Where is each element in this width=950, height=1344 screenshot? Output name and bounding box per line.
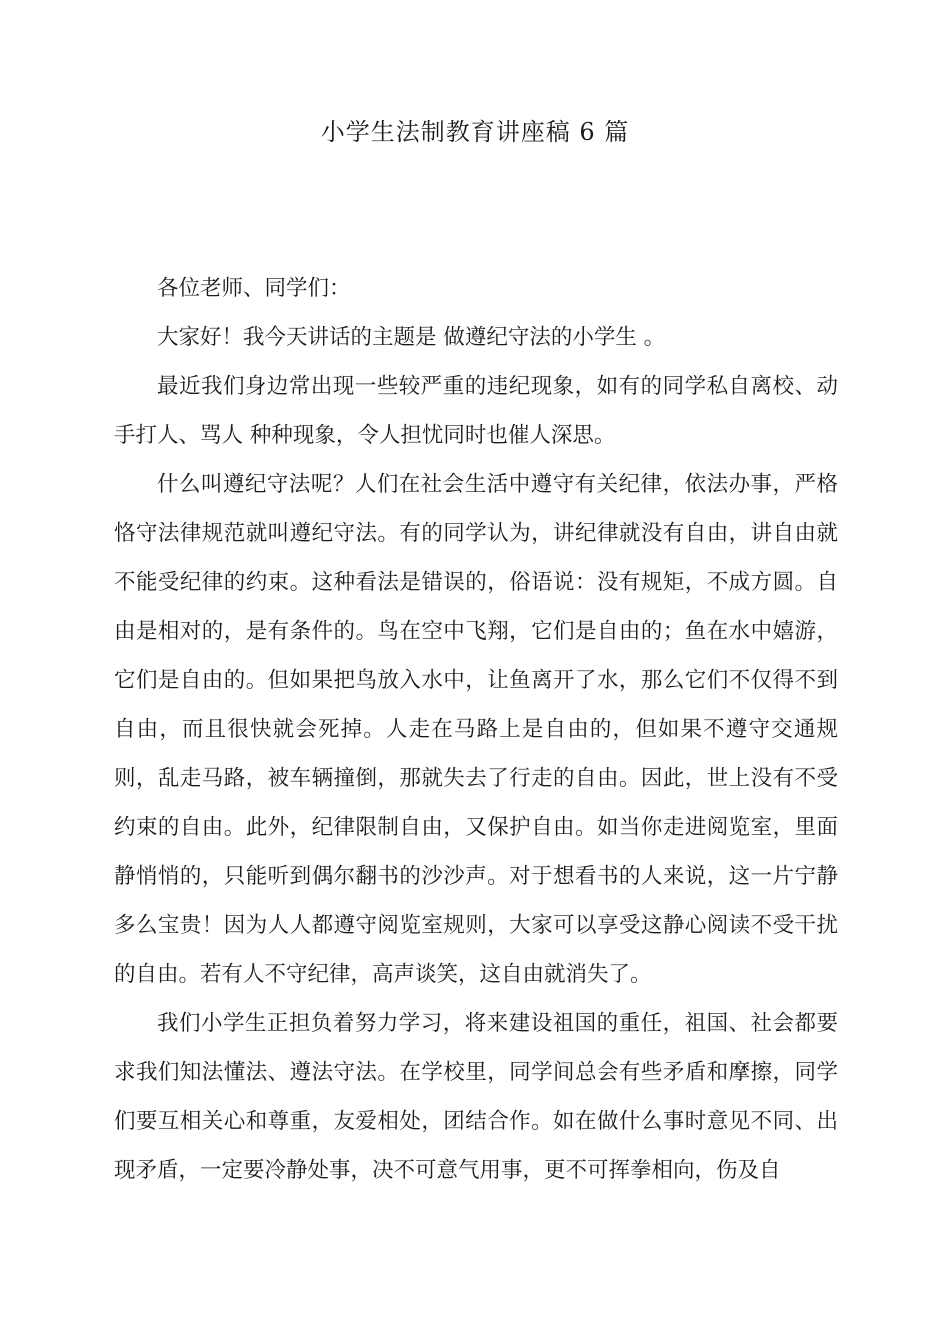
- body-paragraph: 什么叫遵纪守法呢？人们在社会生活中遵守有关纪律，依法办事，严格恪守法律规范就叫遵纪守法。有的同学认为，讲纪律就没有自由，讲自由就不能受纪律的约束。这种看法是错误的，俗语说：没有规矩，不成方圆。自由是相对的，是有条件的。鸟在空中飞翔，它们是自由的；鱼在水中嬉游，它们是自由的。但如果把鸟放入水中，让鱼离开了水，那么它们不仅得不到自由，而且很快就会死掉。人走在马路上是自由的，但如果不遵守交通规则，乱走马路，被车辆撞倒，那就失去了行走的自由。因此，世上没有不受约束的自由。此外，纪律限制自由，又保护自由。如当你走进阅览室，里面静悄悄的，只能听到偶尔翻书的沙沙声。对于想看书的人来说，这一片宁静多么宝贵！因为人人都遵守阅览室规则，大家可以享受这静心阅读不受干扰的自由。若有人不守纪律，高声谈笑，这自由就消失了。: [114, 472, 838, 987]
- body-paragraph: 最近我们身边常出现一些较严重的违纪现象，如有的同学私自离校、动手打人、骂人 种种现象，令人担忧同时也催人深思。: [114, 374, 838, 448]
- document-body: [114, 264, 838, 1195]
- document-title: 小学生法制教育讲座稿 6 篇: [320, 118, 630, 146]
- greeting-paragraph: 大家好！我今天讲话的主题是 做遵纪守法的小学生 。: [157, 325, 666, 350]
- body-paragraph: 我们小学生正担负着努力学习，将来建设祖国的重任，祖国、社会都要求我们知法懂法、遵法守法。在学校里，同学间总会有些矛盾和摩擦，同学们要互相关心和尊重，友爱相处，团结合作。如在做什么事时意见不同、出现矛盾，一定要冷静处事，决不可意气用事，更不可挥拳相向，伤及自: [114, 1011, 838, 1183]
- salutation-paragraph: 各位老师、同学们：: [157, 276, 351, 301]
